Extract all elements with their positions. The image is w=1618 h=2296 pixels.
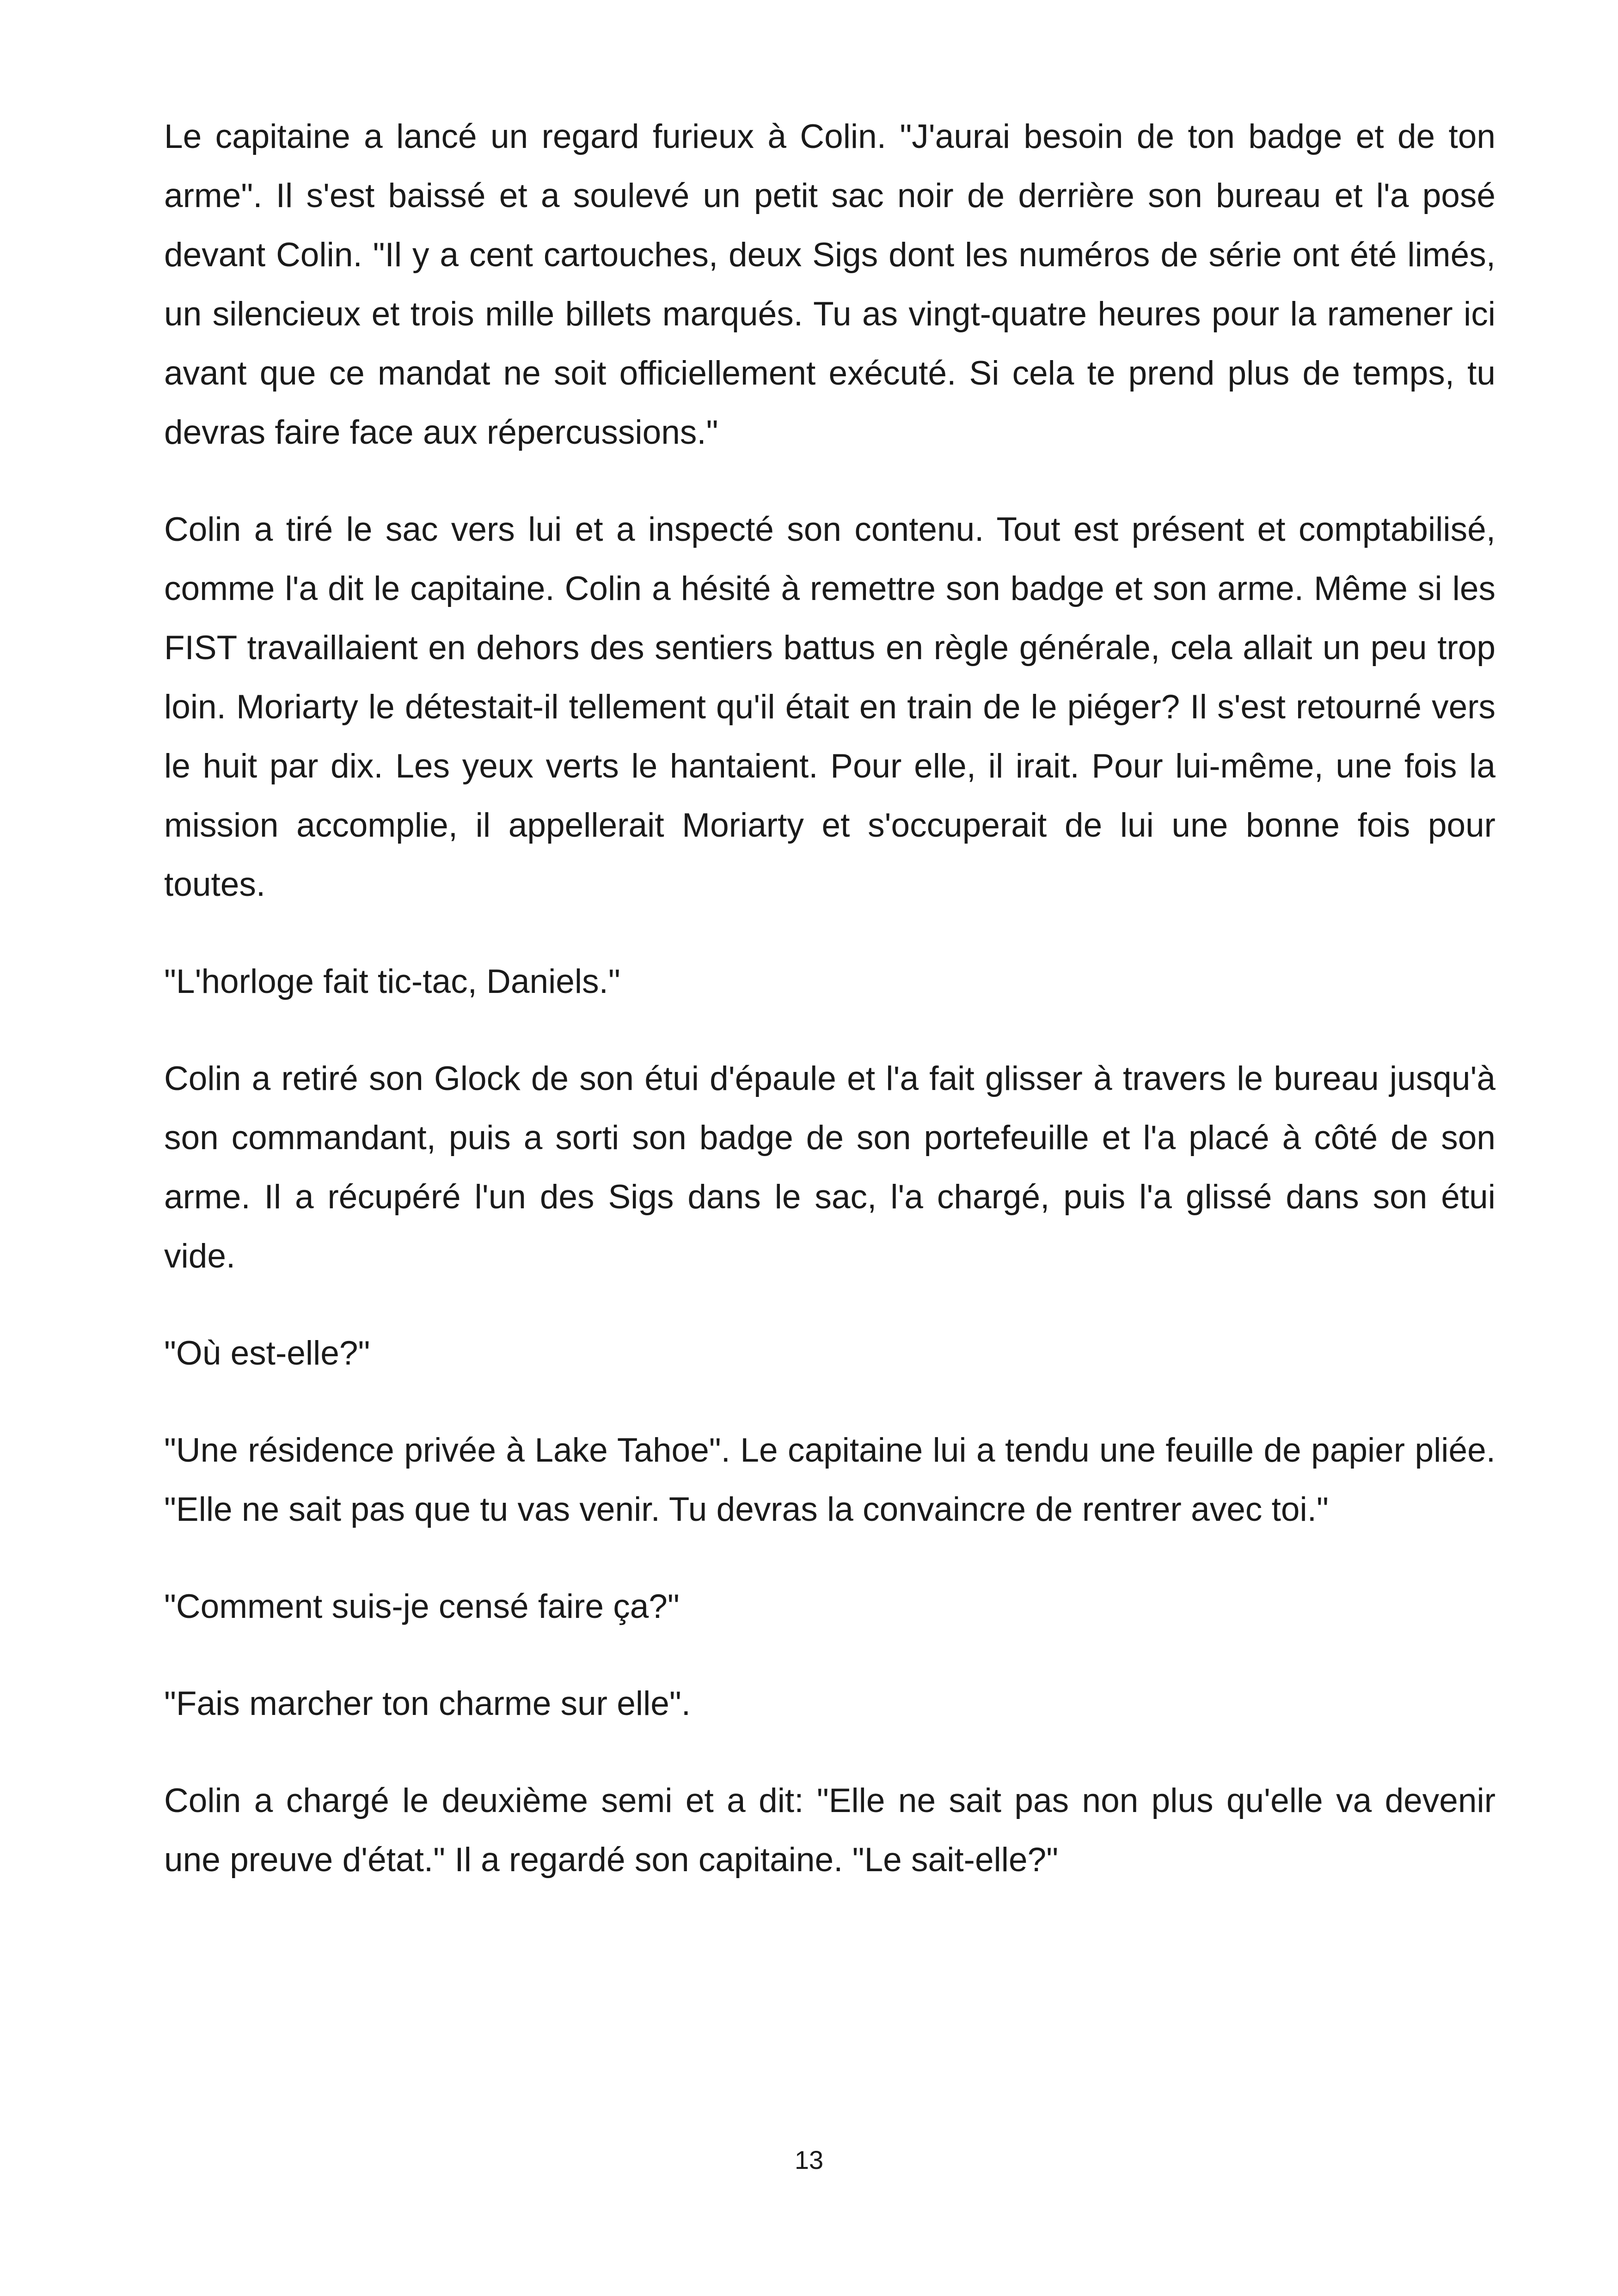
paragraph-5: "Où est-elle?" — [164, 1335, 370, 1372]
paragraph-2: Colin a tiré le sac vers lui et a inspecté son contenu. Tout est présent et comptabilisé, comme l'a dit le capitaine. Colin a hésité à remettre son badge et son arme. Même si les FIST travaillaient en dehors des sentiers battus en règle générale, cela allait un peu trop loin. Moriarty le détestait-il tellement qu'il était en train de le piéger? Il s'est retourné vers le huit par dix. Les yeux verts le hantaient. Pour elle, il irait. Pour lui-même, une fois la mission accomplie, il appellerait Moriarty et s'occuperait de lui une bonne fois pour toutes. — [164, 511, 1495, 903]
paragraph-4: Colin a retiré son Glock de son étui d'épaule et l'a fait glisser à travers le bureau jusqu'à son commandant, puis a sorti son badge de son portefeuille et l'a placé à côté de son arme. Il a récupéré l'un des Sigs dans le sac, l'a chargé, puis l'a glissé dans son étui vide. — [164, 1060, 1495, 1275]
body-text — [164, 107, 1495, 1928]
page-number: 13 — [794, 2145, 824, 2174]
paragraph-1: Le capitaine a lancé un regard furieux à Colin. "J'aurai besoin de ton badge et de ton arme". Il s'est baissé et a soulevé un petit sac noir de derrière son bureau et l'a posé devant Colin. "Il y a cent cartouches, deux Sigs dont les numéros de série ont été limés, un silencieux et trois mille billets marqués. Tu as vingt-quatre heures pour la ramener ici avant que ce mandat ne soit officiellement exécuté. Si cela te prend plus de temps, tu devras faire face aux répercussions." — [164, 118, 1495, 451]
paragraph-3: "L'horloge fait tic-tac, Daniels." — [164, 963, 620, 1000]
paragraph-6: "Une résidence privée à Lake Tahoe". Le capitaine lui a tendu une feuille de papier pliée. "Elle ne sait pas que tu vas venir. Tu devras la convaincre de rentrer avec toi." — [164, 1432, 1495, 1528]
paragraph-7: "Comment suis-je censé faire ça?" — [164, 1588, 680, 1625]
paragraph-8: "Fais marcher ton charme sur elle". — [164, 1685, 691, 1722]
paragraph-9: Colin a chargé le deuxième semi et a dit: "Elle ne sait pas non plus qu'elle va devenir une preuve d'état." Il a regardé son capitaine. "Le sait-elle?" — [164, 1782, 1495, 1879]
